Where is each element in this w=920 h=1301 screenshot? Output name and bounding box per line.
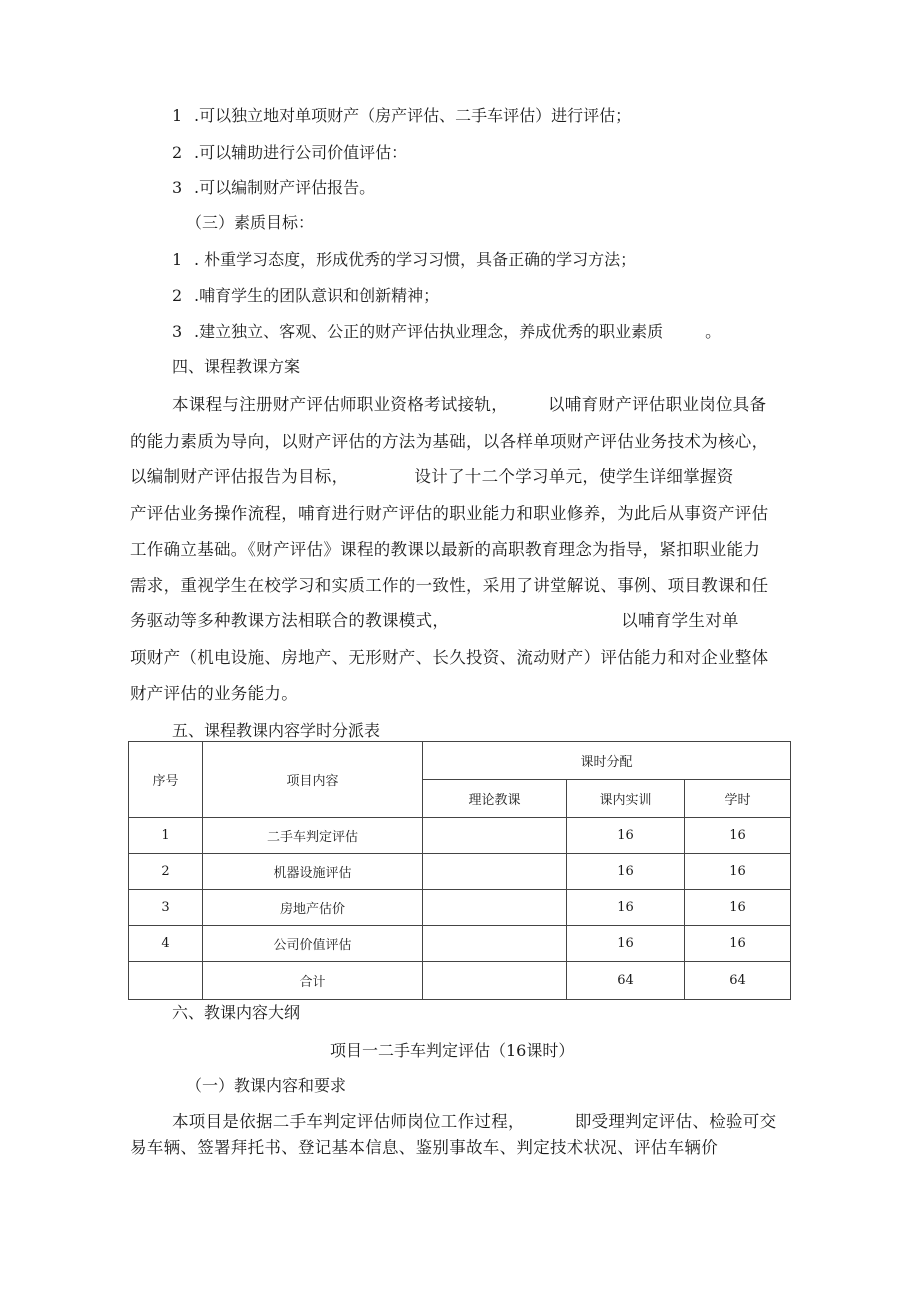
- section4-line-4: 产评估业务操作流程，哺育进行财产评估的职业能力和职业修养，为此后从事资产评估: [130, 504, 769, 523]
- section4-line-1-b: 以哺育财产评估职业岗位具备: [548, 395, 767, 414]
- cell-item: 房地产估价: [203, 890, 423, 926]
- skill-item-1-number: 1: [172, 106, 183, 125]
- cell-practice: 16: [567, 818, 685, 854]
- col-header-group: 课时分配: [423, 742, 791, 780]
- section4-line-3-a: 以编制财产评估报告为目标，: [130, 467, 349, 486]
- cell-theory: [423, 818, 567, 854]
- project-line-1-a: 本项目是依据二手车判定评估师岗位工作过程，: [172, 1112, 525, 1131]
- cell-hours: 16: [685, 818, 791, 854]
- cell-hours: 16: [685, 854, 791, 890]
- section4-line-2: 的能力素质为导向，以财产评估的方法为基础，以各样单项财产评估业务技术为核心，: [130, 432, 769, 451]
- project-line-2: 易车辆、签署拜托书、登记基本信息、鉴别事故车、判定技术状况、评估车辆价: [130, 1138, 718, 1157]
- section4-heading: 四、课程教课方案: [172, 357, 301, 376]
- section4-line-8: 项财产（机电设施、房地产、无形财产、长久投资、流动财产）评估能力和对企业整体: [130, 648, 769, 667]
- cell-practice: 16: [567, 926, 685, 962]
- cell-practice: 16: [567, 854, 685, 890]
- cell-item: 机器设施评估: [203, 854, 423, 890]
- col-header-no: 序号: [129, 742, 203, 818]
- project-line-1-b: 即受理判定评估、检验可交: [574, 1112, 777, 1131]
- quality-item-3: [172, 322, 721, 342]
- quality-item-3-end: 。: [705, 322, 722, 341]
- skill-item-1-text: .可以独立地对单项财产（房产评估、二手车评估）进行评估；: [194, 106, 632, 125]
- section4-line-5: 工作确立基础。《财产评估》课程的教课以最新的高职教育理念为指导，紧扣职业能力: [130, 540, 761, 559]
- cell-no: 1: [129, 818, 203, 854]
- hours-table: [128, 741, 791, 1000]
- quality-item-2-number: 2: [172, 286, 183, 305]
- cell-item: 公司价值评估: [203, 926, 423, 962]
- table-total-row: [129, 962, 791, 1000]
- table-header-row-1: [129, 742, 791, 780]
- quality-item-2-text: .哺育学生的团队意识和创新精神；: [194, 286, 440, 305]
- cell-practice: 64: [567, 962, 685, 1000]
- section4-line-7: [130, 611, 739, 631]
- section4-line-6: 需求，重视学生在校学习和实质工作的一致性，采用了讲堂解说、事例、项目教课和任: [130, 576, 769, 595]
- quality-item-3-number: 3: [172, 322, 183, 341]
- project-title: 项目一二手车判定评估（16课时）: [330, 1041, 575, 1060]
- cell-hours: 16: [685, 926, 791, 962]
- quality-item-1-text: . 朴重学习态度，形成优秀的学习习惯，具备正确的学习方法；: [194, 250, 637, 269]
- skill-item-2-text: .可以辅助进行公司价值评估：: [194, 143, 408, 162]
- col-header-hours: 学时: [685, 780, 791, 818]
- section4-line-1-a: 本课程与注册财产评估师职业资格考试接轨，: [172, 395, 508, 414]
- cell-item: 二手车判定评估: [203, 818, 423, 854]
- cell-no: [129, 962, 203, 1000]
- table-row: [129, 854, 791, 890]
- skill-item-3-number: 3: [172, 178, 183, 197]
- quality-item-3-text: .建立独立、客观、公正的财产评估执业理念，养成优秀的职业素质: [194, 322, 664, 341]
- cell-item: 合计: [203, 962, 423, 1000]
- cell-theory: [423, 854, 567, 890]
- sub-heading: （一）教课内容和要求: [186, 1076, 347, 1095]
- quality-item-2: [172, 286, 439, 306]
- skill-item-1: [172, 106, 631, 126]
- project-line-1: [172, 1112, 776, 1132]
- section4-line-7-a: 务驱动等多种教课方法相联合的教课模式，: [130, 611, 450, 630]
- table-row: [129, 890, 791, 926]
- skill-item-3: [172, 178, 375, 198]
- col-header-theory: 理论教课: [423, 780, 567, 818]
- quality-item-1: [172, 250, 636, 270]
- cell-no: 3: [129, 890, 203, 926]
- cell-hours: 16: [685, 890, 791, 926]
- quality-heading: （三）素质目标：: [186, 213, 315, 232]
- skill-item-2: [172, 143, 407, 163]
- cell-no: 4: [129, 926, 203, 962]
- table-row: [129, 926, 791, 962]
- cell-practice: 16: [567, 890, 685, 926]
- col-header-item: 项目内容: [203, 742, 423, 818]
- skill-item-3-text: .可以编制财产评估报告。: [194, 178, 376, 197]
- cell-theory: [423, 962, 567, 1000]
- cell-hours: 64: [685, 962, 791, 1000]
- section4-line-7-b: 以哺育学生对单: [621, 611, 739, 630]
- section4-line-3: [130, 467, 734, 487]
- cell-theory: [423, 926, 567, 962]
- section4-line-3-b: 设计了十二个学习单元，使学生详细掌握资: [414, 467, 734, 486]
- section4-line-9: 财产评估的业务能力。: [130, 684, 298, 703]
- section5-heading: 五、课程教课内容学时分派表: [172, 721, 381, 740]
- quality-item-1-number: 1: [172, 250, 183, 269]
- cell-theory: [423, 890, 567, 926]
- skill-item-2-number: 2: [172, 143, 183, 162]
- section4-line-1: [172, 395, 766, 415]
- section6-heading: 六、教课内容大纲: [172, 1003, 301, 1022]
- col-header-practice: 课内实训: [567, 780, 685, 818]
- cell-no: 2: [129, 854, 203, 890]
- table-row: [129, 818, 791, 854]
